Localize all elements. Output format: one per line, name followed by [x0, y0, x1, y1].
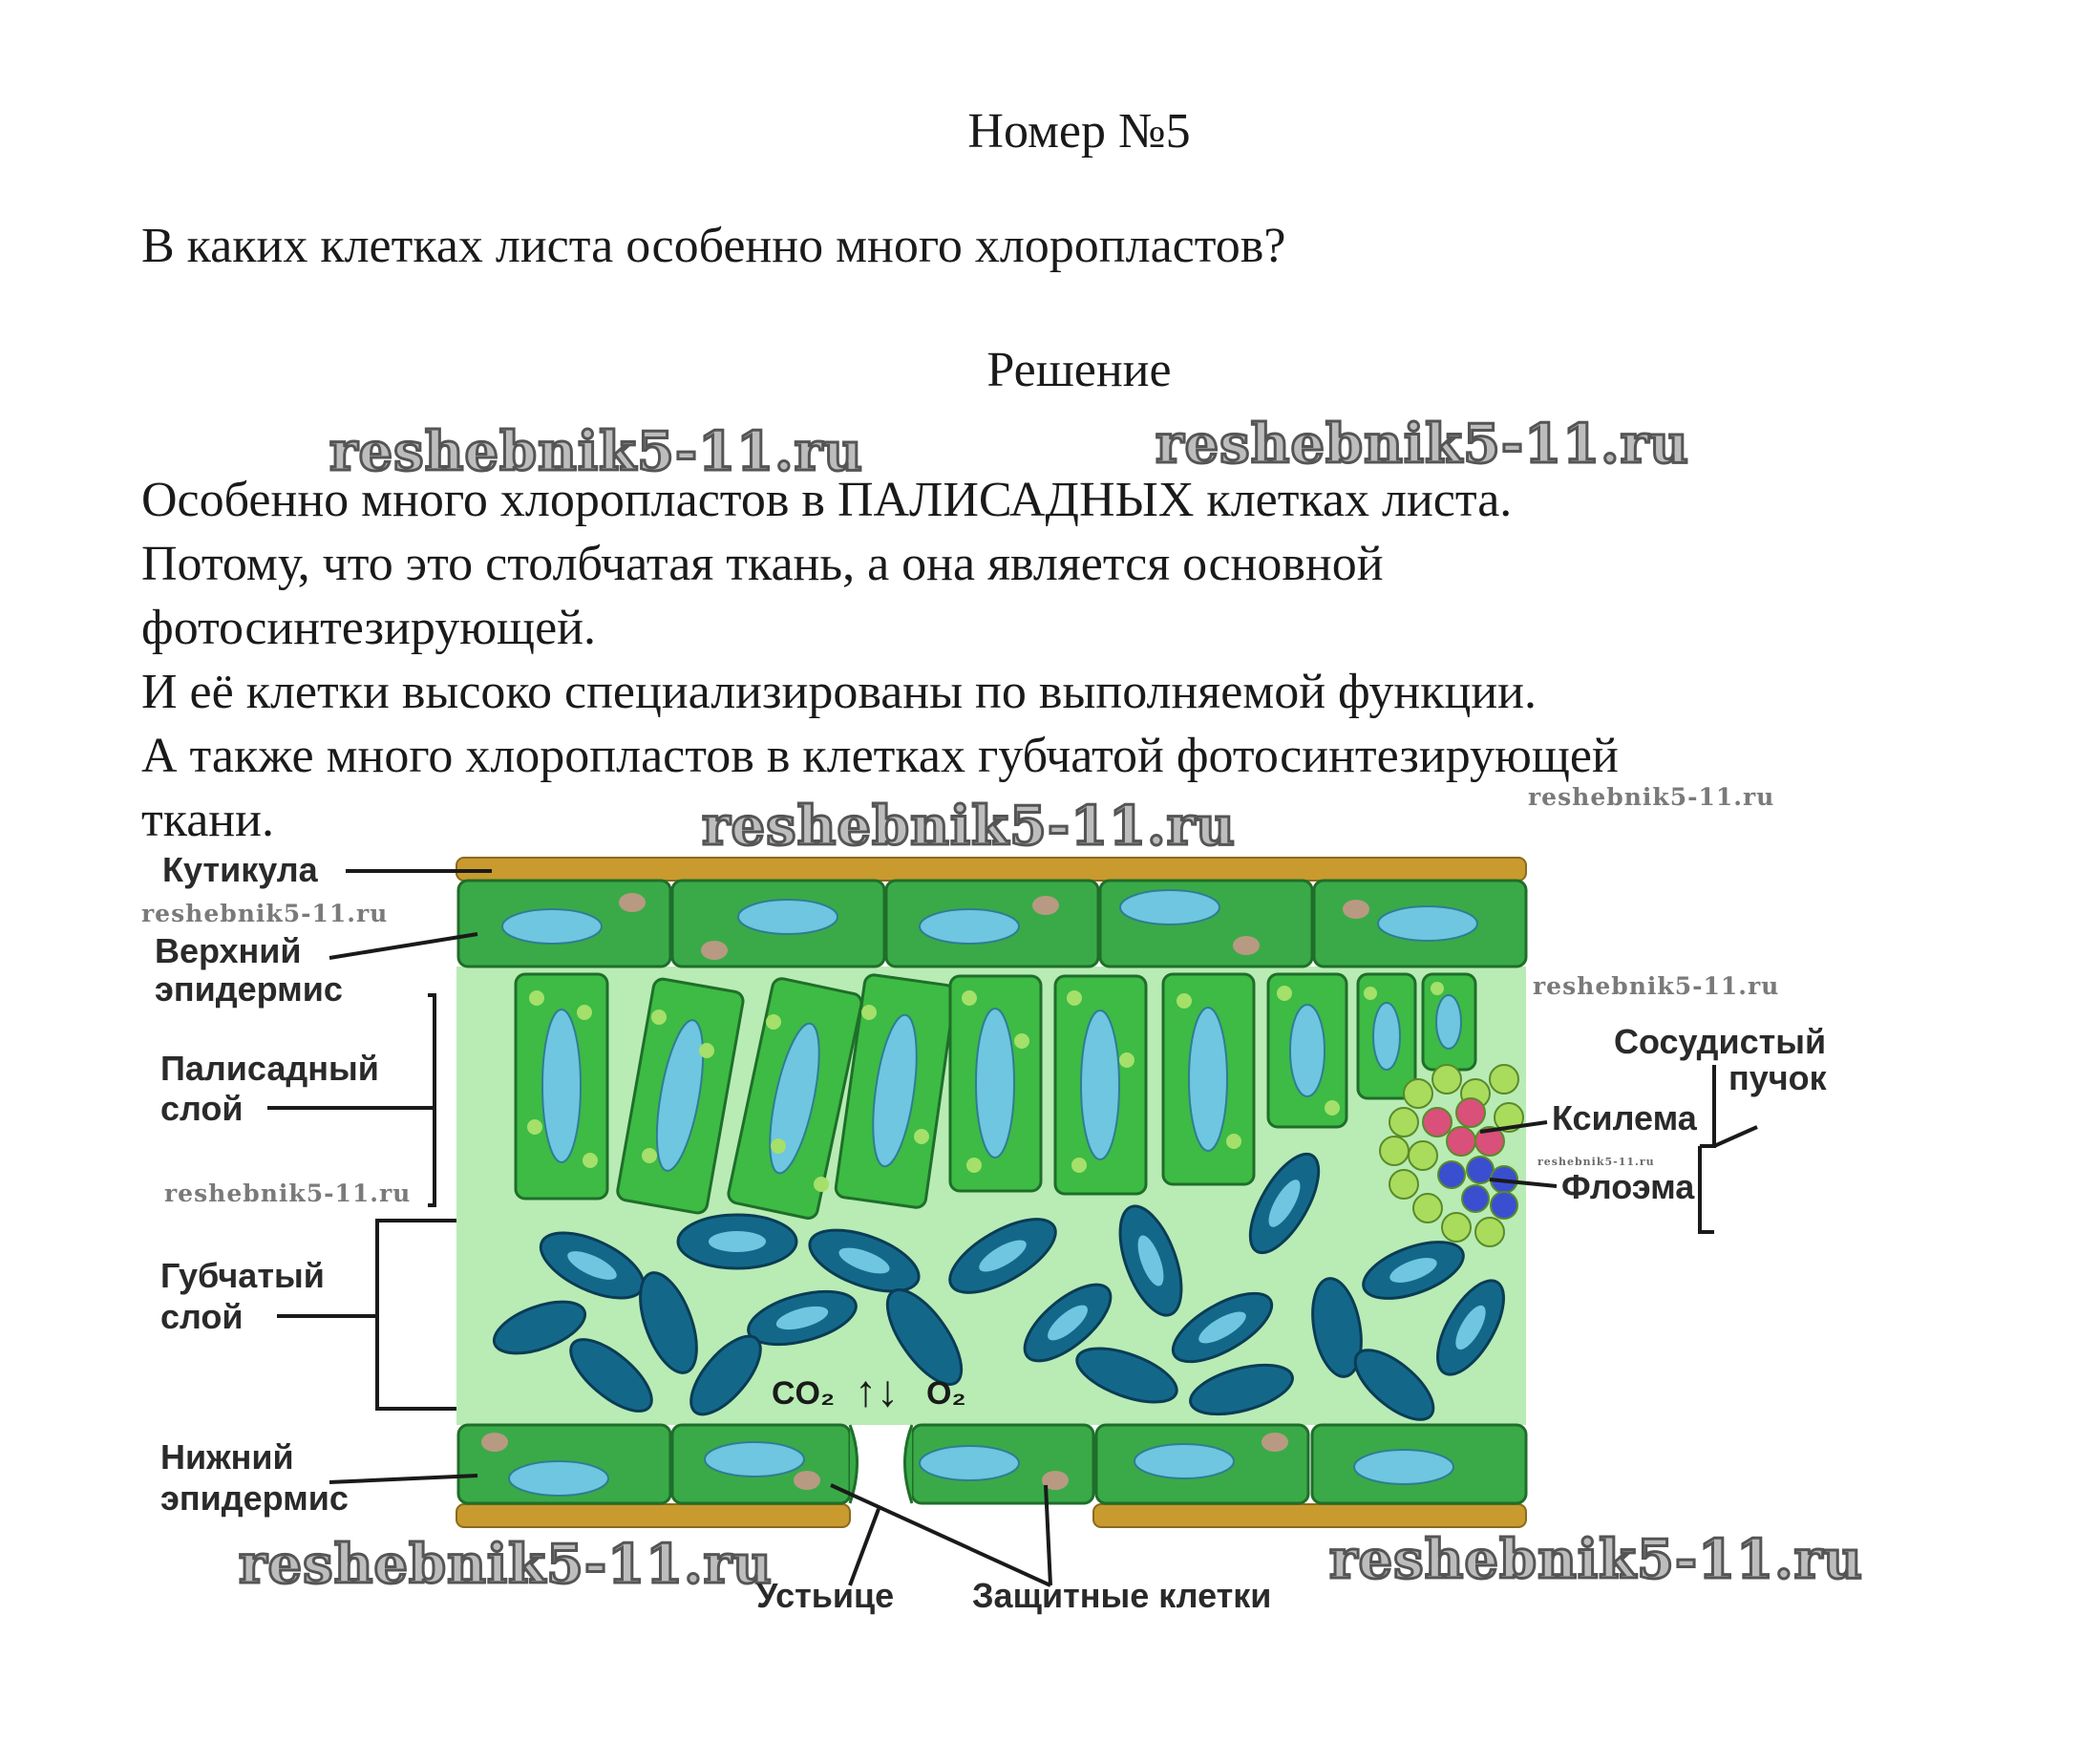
- label-vascular-1: Сосудистый: [1614, 1022, 1827, 1061]
- label-lower-epidermis-1: Нижний: [160, 1437, 294, 1477]
- co2-label: CO₂: [772, 1375, 836, 1412]
- label-upper-epidermis-2: эпидермис: [155, 969, 343, 1009]
- phloem-cell: [1467, 1157, 1494, 1183]
- watermark: reshebnik5-11.ru: [702, 795, 1236, 858]
- answer-line: А также много хлоропластов в клетках губчатой фотосинтезирующей: [141, 729, 1619, 783]
- label-spongy-2: слой: [160, 1297, 244, 1336]
- label-palisade-2: слой: [160, 1089, 244, 1128]
- answer-line: фотосинтезирующей.: [141, 601, 596, 655]
- cuticle-bottom-left: [456, 1504, 850, 1527]
- answer-line: Потому, что это столбчатая ткань, а она является основной: [141, 537, 1384, 591]
- phloem-cell: [1438, 1161, 1465, 1188]
- label-cuticle: Кутикула: [162, 850, 318, 889]
- cuticle-bottom-right: [1093, 1504, 1526, 1527]
- answer-line: ткани.: [141, 793, 274, 847]
- watermark: reshebnik5-11.ru: [1156, 413, 1689, 476]
- watermark: reshebnik5-11.ru: [141, 900, 389, 927]
- cuticle-top: [456, 858, 1526, 881]
- answer-line: Особенно много хлоропластов в ПАЛИСАДНЫХ клетках листа.: [141, 473, 1513, 527]
- xylem-cell: [1447, 1127, 1475, 1156]
- watermark: reshebnik5-11.ru: [1537, 1156, 1655, 1168]
- label-phloem: Флоэма: [1561, 1167, 1695, 1206]
- watermark: reshebnik5-11.ru: [1533, 972, 1780, 1000]
- label-xylem: Ксилема: [1552, 1098, 1697, 1137]
- label-vascular-2: пучок: [1728, 1058, 1827, 1097]
- label-palisade-1: Палисадный: [160, 1049, 379, 1088]
- phloem-cell: [1491, 1192, 1517, 1219]
- solution-heading: Решение: [986, 343, 1172, 397]
- label-stoma: Устьице: [756, 1576, 895, 1615]
- page-title: Номер №5: [967, 104, 1191, 159]
- leaf-cross-section-diagram: [0, 821, 2078, 1662]
- answer-line: И её клетки высоко специализированы по выполняемой функции.: [141, 665, 1537, 719]
- o2-label: O₂: [926, 1375, 966, 1412]
- watermark: reshebnik5-11.ru: [329, 420, 863, 483]
- guard-cell: [850, 1425, 858, 1503]
- watermark: reshebnik5-11.ru: [1528, 783, 1775, 811]
- label-guard-cells: Защитные клетки: [972, 1576, 1272, 1615]
- epidermis-cell: [1100, 881, 1312, 967]
- question-text: В каких клетках листа особенно много хлоропластов?: [141, 219, 1286, 273]
- gas-arrows: ↑↓: [855, 1366, 899, 1415]
- watermark: reshebnik5-11.ru: [1329, 1528, 1863, 1591]
- watermark: reshebnik5-11.ru: [164, 1180, 412, 1207]
- xylem-cell: [1456, 1098, 1485, 1127]
- watermark: reshebnik5-11.ru: [239, 1533, 773, 1596]
- label-upper-epidermis-1: Верхний: [155, 931, 302, 970]
- xylem-cell: [1423, 1108, 1452, 1137]
- label-spongy-1: Губчатый: [160, 1256, 325, 1295]
- phloem-cell: [1462, 1185, 1489, 1212]
- label-lower-epidermis-2: эпидермис: [160, 1478, 349, 1518]
- guard-cell: [905, 1425, 913, 1503]
